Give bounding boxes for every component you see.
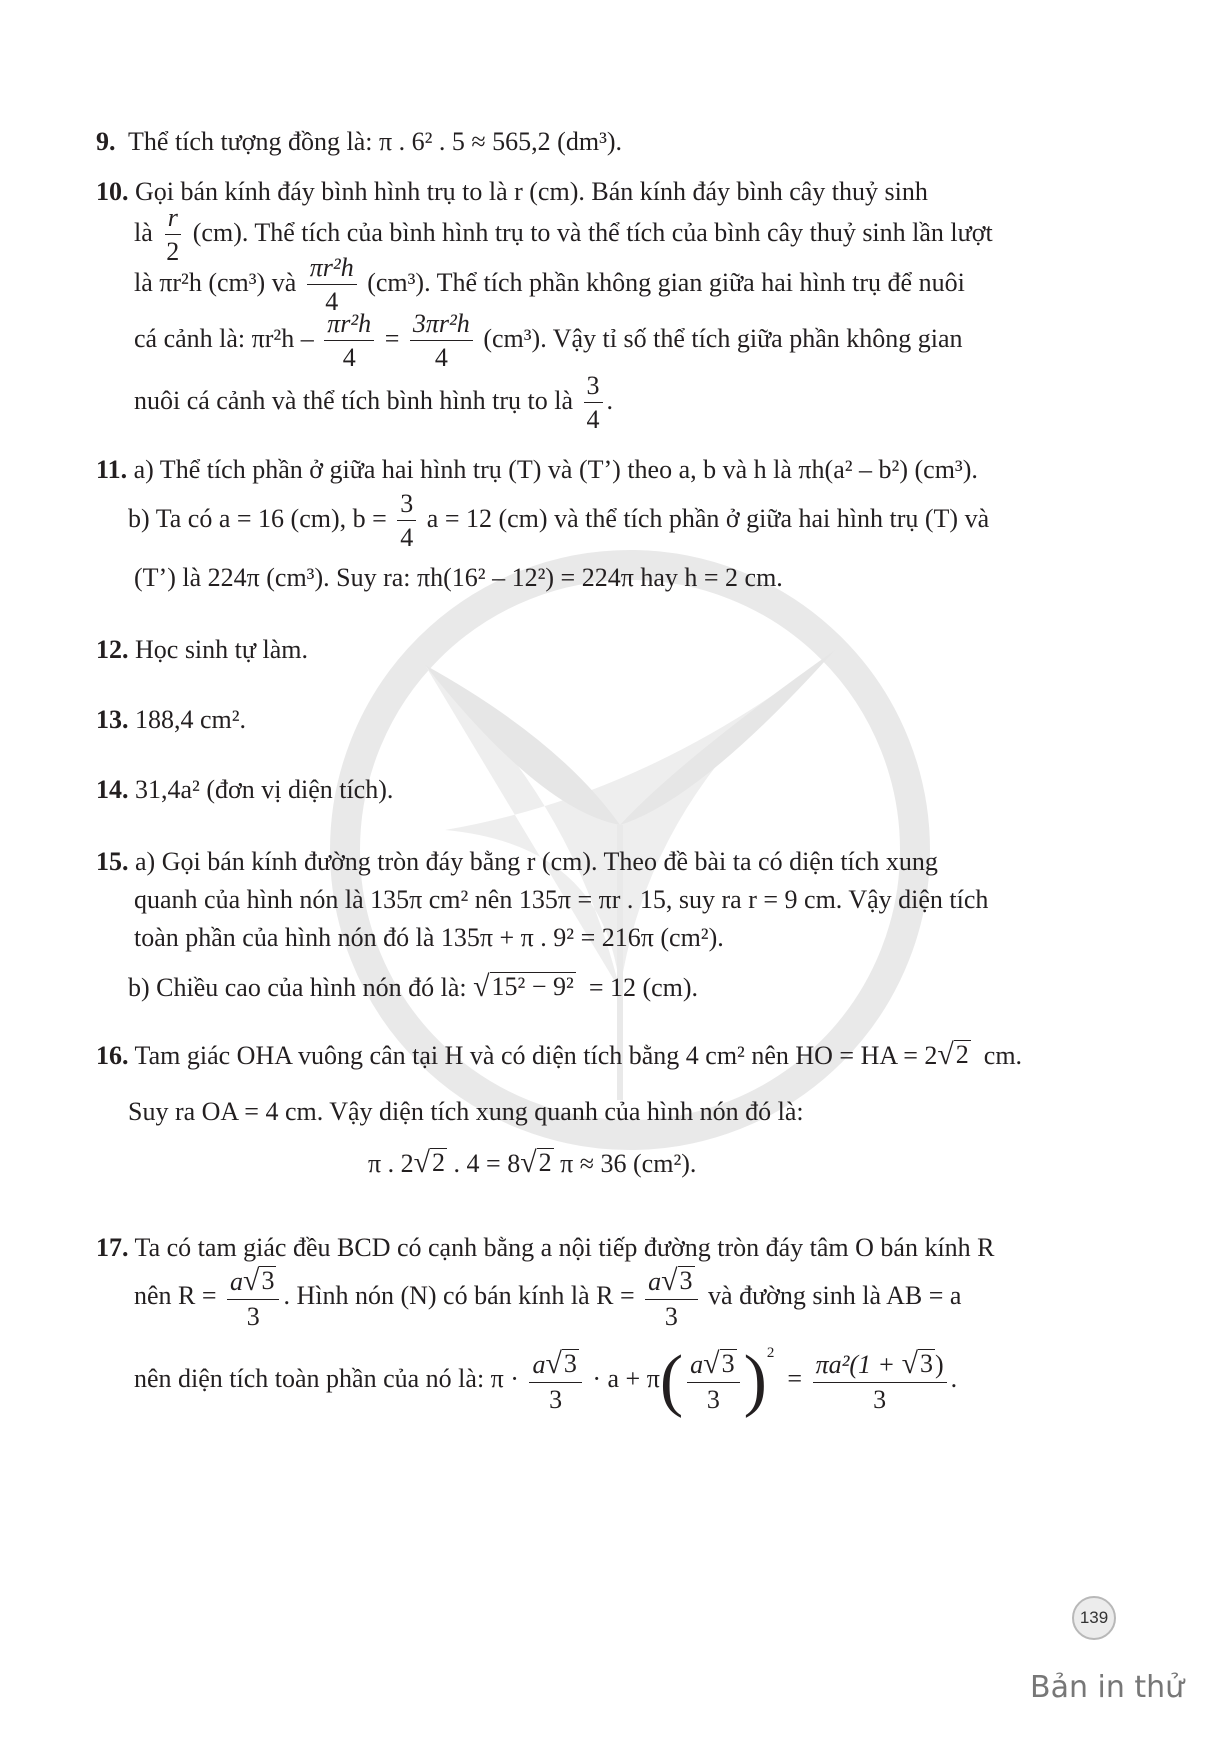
item-number: 12. xyxy=(96,635,129,664)
square-root: √ 2 xyxy=(413,1146,446,1179)
fraction: a √ 3 3 xyxy=(529,1349,581,1413)
period: . xyxy=(606,385,613,415)
answer-15-result: = 12 (cm). xyxy=(588,973,699,1002)
answer-9 xyxy=(96,122,622,161)
answer-17-text: và đường sinh là AB = a xyxy=(708,1281,962,1311)
formula-part: π . 2 xyxy=(368,1149,414,1178)
answer-11-text: b) Ta có a = 16 (cm), b = xyxy=(128,503,387,533)
answer-10-text: là πr²h (cm³) và xyxy=(134,267,297,297)
answer-15-line-2: quanh của hình nón là 135π cm² nên 135π = πr . 15, suy ra r = 9 cm. Vậy diện tích xyxy=(134,885,989,914)
answer-15-part-b: b) Chiều cao của hình nón đó là: xyxy=(128,973,467,1002)
answer-15-line-3: toàn phần của hình nón đó là 135π + π . 9² = 216π (cm²). xyxy=(134,923,724,952)
answer-13-text: 188,4 cm². xyxy=(135,705,247,734)
answer-14-text: 31,4a² (đơn vị diện tích). xyxy=(135,775,394,804)
period: . xyxy=(950,1363,958,1393)
fraction: a √ 3 3 xyxy=(645,1266,697,1330)
answer-11-part-b-line-2: (T’) là 224π (cm³). Suy ra: πh(16² – 12²) = 224π hay h = 2 cm. xyxy=(134,563,783,592)
left-paren: ( xyxy=(659,1342,684,1419)
item-number: 13. xyxy=(96,705,129,734)
answer-10-line-1: Gọi bán kính đáy bình hình trụ to là r (cm). Bán kính đáy bình cây thuỷ sinh xyxy=(135,177,928,206)
right-paren: ) xyxy=(743,1342,767,1419)
fraction: $\frac{\text{πr²h}}{4}$ xyxy=(324,310,374,372)
answer-13 xyxy=(96,700,246,739)
answer-11-text: a = 12 (cm) và thể tích phần ở giữa hai hình trụ (T) và xyxy=(426,503,990,533)
answer-16-line-1: Tam giác OHA vuông cân tại H và có diện tích bằng 4 cm² nên HO = HA = 2 xyxy=(134,1041,938,1070)
answer-10-text: (cm³). Thể tích phần không gian giữa hai hình trụ để nuôi xyxy=(367,267,965,297)
fraction: $\frac{\text{3πr²h}}{4}$ xyxy=(410,310,473,372)
answer-12-text: Học sinh tự làm. xyxy=(135,635,308,664)
equals-sign: = xyxy=(384,323,400,353)
answer-10-text: là xyxy=(134,217,153,247)
fraction: a √ 3 3 xyxy=(687,1349,739,1413)
answer-17-text: · a + π xyxy=(592,1363,660,1393)
item-number: 17. xyxy=(96,1233,129,1262)
item-number: 11. xyxy=(96,455,128,484)
item-number: 10. xyxy=(96,177,129,206)
answer-17-line-1: Ta có tam giác đều BCD có cạnh bằng a nội tiếp đường tròn đáy tâm O bán kính R xyxy=(134,1233,995,1262)
item-number: 9. xyxy=(96,127,116,156)
square-root: √ 2 xyxy=(937,1038,969,1071)
item-number: 14. xyxy=(96,775,129,804)
answer-17-text: nên R = xyxy=(134,1281,217,1311)
item-number: 16. xyxy=(96,1041,129,1070)
answer-10-text: (cm). Thể tích của bình hình trụ to và thể tích của bình cây thuỷ sinh lần lượt xyxy=(192,217,993,247)
fraction: $\frac{3}{4}$ xyxy=(397,490,416,552)
print-proof-label: Bản in thử xyxy=(1030,1670,1185,1705)
fraction: a √ 3 3 xyxy=(227,1266,279,1330)
fraction: $\frac{3}{4}$ xyxy=(584,372,603,434)
answer-11-part-a: a) Thể tích phần ở giữa hai hình trụ (T) và (T’) theo a, b và h là πh(a² – b²) (cm³). xyxy=(133,455,978,484)
fraction: $\frac{\text{πr²h}}{4}$ xyxy=(307,254,357,316)
unit: cm. xyxy=(983,1041,1023,1070)
equals-sign: = xyxy=(787,1363,803,1393)
formula-part: π ≈ 36 (cm²). xyxy=(560,1149,697,1178)
answer-17-text: nên diện tích toàn phần của nó là: π · xyxy=(134,1363,519,1393)
answer-9-text: Thể tích tượng đồng là: π . 6² . 5 ≈ 565,2 (dm³). xyxy=(128,127,623,156)
square-root: √ 15² − 9² xyxy=(473,970,574,1003)
answer-10-text: nuôi cá cảnh và thể tích bình hình trụ to là xyxy=(134,385,573,415)
fraction: $\frac{r}{2}$ xyxy=(166,203,180,267)
answer-12 xyxy=(96,630,308,669)
square-root: √ 2 xyxy=(520,1146,552,1179)
answer-14 xyxy=(96,770,393,809)
answer-10-text: cá cảnh là: πr²h – xyxy=(134,323,314,353)
answer-15-line-1: a) Gọi bán kính đường tròn đáy bằng r (cm). Theo đề bài ta có diện tích xung xyxy=(135,847,938,876)
answer-10-text: (cm³). Vậy tỉ số thể tích giữa phần không gian xyxy=(483,323,963,353)
answer-16-line-2: Suy ra OA = 4 cm. Vậy diện tích xung quanh của hình nón đó là: xyxy=(128,1097,804,1126)
exponent: 2 xyxy=(766,1344,775,1361)
page-number-badge: 139 xyxy=(1072,1596,1116,1640)
answer-17-text: . Hình nón (N) có bán kính là R = xyxy=(283,1281,635,1311)
fraction: πa²(1 + √ 3 ) 3 xyxy=(813,1349,947,1413)
formula-part: . 4 = 8 xyxy=(453,1149,521,1178)
item-number: 15. xyxy=(96,847,129,876)
